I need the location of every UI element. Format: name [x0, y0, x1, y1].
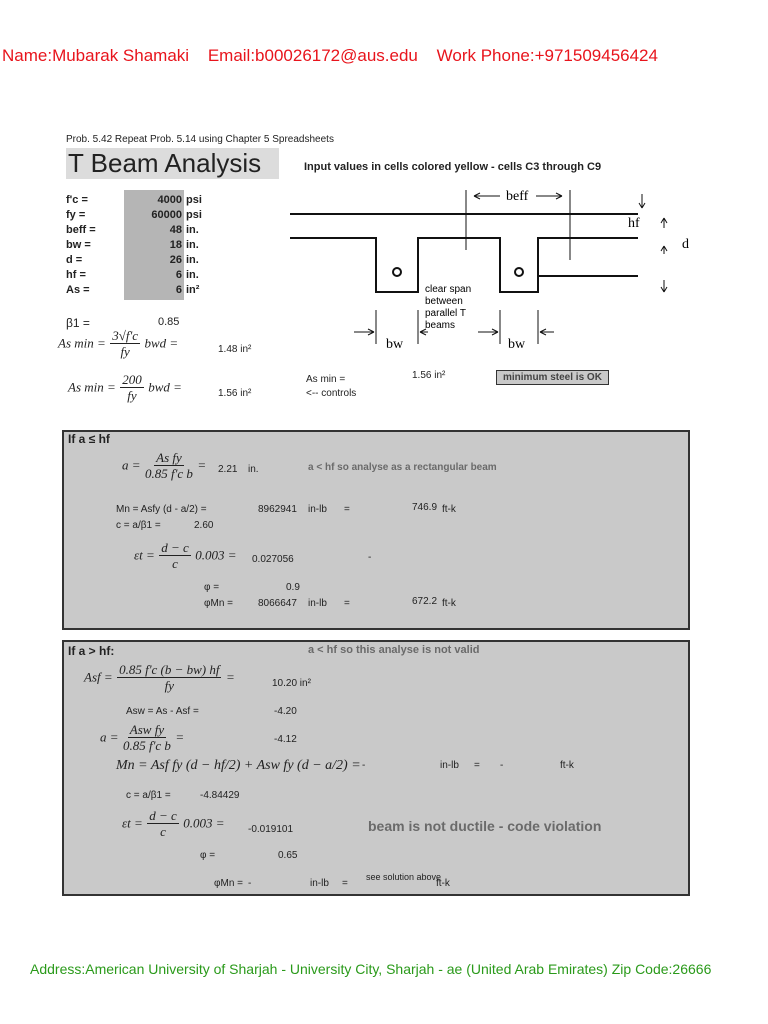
- bw-label-left: bw: [386, 337, 404, 352]
- case2-a-formula: a = Asw fy 0.85 f'c b =: [100, 722, 185, 753]
- case1-phimn-value: 8066647: [258, 598, 297, 609]
- hf-label: hf: [628, 216, 640, 231]
- input-label: bw =: [66, 239, 91, 251]
- phone-text: Work Phone:+971509456424: [436, 46, 658, 65]
- case1-a-formula: a = $\frac{\text{As fy}}{\text{0.85 f'c b}}$ =: [122, 450, 207, 481]
- asmin-lhs: As min =: [68, 379, 116, 395]
- input-label: As =: [66, 284, 90, 296]
- page-title: T Beam Analysis: [66, 148, 279, 179]
- input-label: d =: [66, 254, 83, 266]
- clear-span-line: parallel T: [425, 308, 466, 319]
- asmin-value-2: 1.56 in²: [218, 388, 252, 399]
- case2-phimn-value: -: [248, 878, 252, 889]
- case1-mn-label: Mn = Asfy (d - a/2) =: [116, 504, 207, 515]
- case1-mn-ftk-unit: ft-k: [442, 504, 456, 515]
- input-label: beff =: [66, 224, 96, 236]
- input-value[interactable]: 26: [169, 254, 182, 266]
- address-footer: Address:American University of Sharjah - University City, Sharjah - ae (United Arab Emirates) Zip Code:26666: [30, 961, 712, 977]
- input-label: f'c =: [66, 194, 88, 206]
- contact-header: [2, 46, 672, 66]
- case2-mn-expr: Mn = Asf fy (d − hf/2) + Asw fy (d − a/2) =: [116, 758, 361, 773]
- asmin-formula-1: [58, 328, 178, 359]
- case1-eps-value: 0.027056: [252, 554, 294, 565]
- email-text: Email:b00026172@aus.edu: [207, 46, 418, 65]
- clear-span-line: clear span: [425, 284, 472, 295]
- case2-eps-value: -0.019101: [248, 824, 294, 835]
- case1-mn-ftk-value: 746.9: [412, 502, 438, 513]
- case2-phimn-unit: in-lb: [310, 878, 329, 889]
- bw-label-right: bw: [508, 337, 526, 352]
- case2-mn-unit: in-lb: [440, 760, 459, 771]
- case2-phimn-ftk: ft-k: [436, 878, 450, 889]
- case-a-gt-hf-panel: [62, 640, 690, 896]
- asmin-formula-2: [68, 372, 182, 403]
- beta1-label: β1 =: [66, 316, 90, 330]
- t-beam-diagram: [288, 180, 708, 360]
- instruction-text: Input values in cells colored yellow - cells C3 through C9: [304, 161, 602, 173]
- d-label: d: [682, 237, 689, 252]
- case2-asf-formula: Asf = $\frac{0.85 f'c (b - bw) hf}{fy}$ =: [84, 662, 235, 693]
- input-label: hf =: [66, 269, 86, 281]
- case2-phi-label: φ =: [200, 850, 216, 861]
- case1-c-value: 2.60: [194, 520, 214, 531]
- case1-mn-unit: in-lb: [308, 504, 327, 515]
- case1-title: If a ≤ hf: [68, 432, 110, 446]
- case1-phimn-ftk-value: 672.2: [412, 596, 438, 607]
- case1-a-value: 2.21: [218, 464, 238, 475]
- asmin-lhs: As min =: [58, 335, 106, 351]
- case1-phimn-unit: in-lb: [308, 598, 327, 609]
- case2-title: If a > hf:: [68, 644, 115, 658]
- case2-eps-formula: εt = $\frac{d - c}{c}$ 0.003 =: [122, 808, 225, 839]
- case2-eps-note: beam is not ductile - code violation: [368, 818, 602, 834]
- input-unit: in²: [186, 284, 200, 296]
- case2-phimn-eq: =: [342, 878, 348, 889]
- spreadsheet-page: [58, 120, 698, 900]
- case1-a-note: a < hf so analyse as a rectangular beam: [308, 462, 497, 473]
- problem-statement: Prob. 5.42 Repeat Prob. 5.14 using Chapter 5 Spreadsheets: [66, 134, 334, 145]
- input-label: fy =: [66, 209, 86, 221]
- case2-asw-label: Asw = As - Asf =: [126, 706, 199, 717]
- case1-phi-label: φ =: [204, 582, 220, 593]
- asmin-result-label: As min =: [306, 374, 346, 385]
- case1-eps-formula: εt = $\frac{d - c}{c}$ 0.003 =: [134, 540, 237, 571]
- case2-phimn-note: see solution above: [366, 872, 442, 882]
- input-unit: in.: [186, 254, 199, 266]
- case2-mn-value: -: [362, 760, 366, 771]
- case2-mn-eq: =: [474, 760, 480, 771]
- asmin-rhs: bwd =: [144, 335, 179, 351]
- input-value[interactable]: 60000: [151, 209, 182, 221]
- case2-note: a < hf so this analyse is not valid: [308, 644, 480, 656]
- case2-c-label: c = a/β1 =: [126, 790, 171, 801]
- asmin-fraction: $\frac{200}{fy}$: [122, 372, 142, 403]
- case1-phimn-eq: =: [344, 598, 350, 609]
- input-unit: in.: [186, 224, 199, 236]
- case2-asf-value: 10.20 in²: [272, 678, 311, 689]
- case1-c-label: c = a/β1 =: [116, 520, 161, 531]
- beff-label: beff: [506, 189, 529, 204]
- status-badge: minimum steel is OK: [496, 370, 609, 385]
- case1-phi-value: 0.9: [286, 582, 300, 593]
- input-unit: psi: [186, 209, 202, 221]
- case-a-le-hf-panel: [62, 430, 690, 630]
- case1-a-unit: in.: [248, 464, 259, 475]
- case1-mn-value: 8962941: [258, 504, 297, 515]
- asmin-fraction: $\frac{3√f'c}{fy}$: [112, 328, 139, 359]
- case2-phimn-label: φMn =: [214, 878, 243, 889]
- case1-phimn-ftk-unit: ft-k: [442, 598, 456, 609]
- input-value[interactable]: 4000: [157, 194, 182, 206]
- input-unit: in.: [186, 239, 199, 251]
- beta1-value: 0.85: [158, 316, 180, 328]
- case2-asw-value: -4.20: [274, 706, 297, 717]
- case2-a-value: -4.12: [274, 734, 297, 745]
- clear-span-line: beams: [425, 320, 456, 331]
- input-value[interactable]: 6: [175, 269, 182, 281]
- a-fraction: $\frac{\text{As fy}}{\text{0.85 f'c b}}$: [144, 450, 193, 481]
- clear-span-line: between: [425, 296, 463, 307]
- input-value[interactable]: 6: [175, 284, 182, 296]
- input-value[interactable]: 18: [169, 239, 182, 251]
- case2-mn-dash: -: [500, 760, 504, 771]
- asmin-rhs: bwd =: [148, 379, 182, 395]
- controls-note: <-- controls: [306, 388, 357, 399]
- case1-phimn-label: φMn =: [204, 598, 233, 609]
- input-unit: psi: [186, 194, 202, 206]
- case2-c-value: -4.84429: [200, 790, 240, 801]
- input-unit: in.: [186, 269, 199, 281]
- input-value[interactable]: 48: [169, 224, 182, 236]
- case2-phi-value: 0.65: [278, 850, 298, 861]
- asmin-result-value: 1.56 in²: [412, 370, 446, 381]
- case2-mn-ftk: ft-k: [560, 760, 574, 771]
- name-text: Name:Mubarak Shamaki: [2, 46, 190, 65]
- case1-eps-dash: -: [368, 552, 372, 563]
- asmin-value-1: 1.48 in²: [218, 344, 252, 355]
- case1-mn-eq: =: [344, 504, 350, 515]
